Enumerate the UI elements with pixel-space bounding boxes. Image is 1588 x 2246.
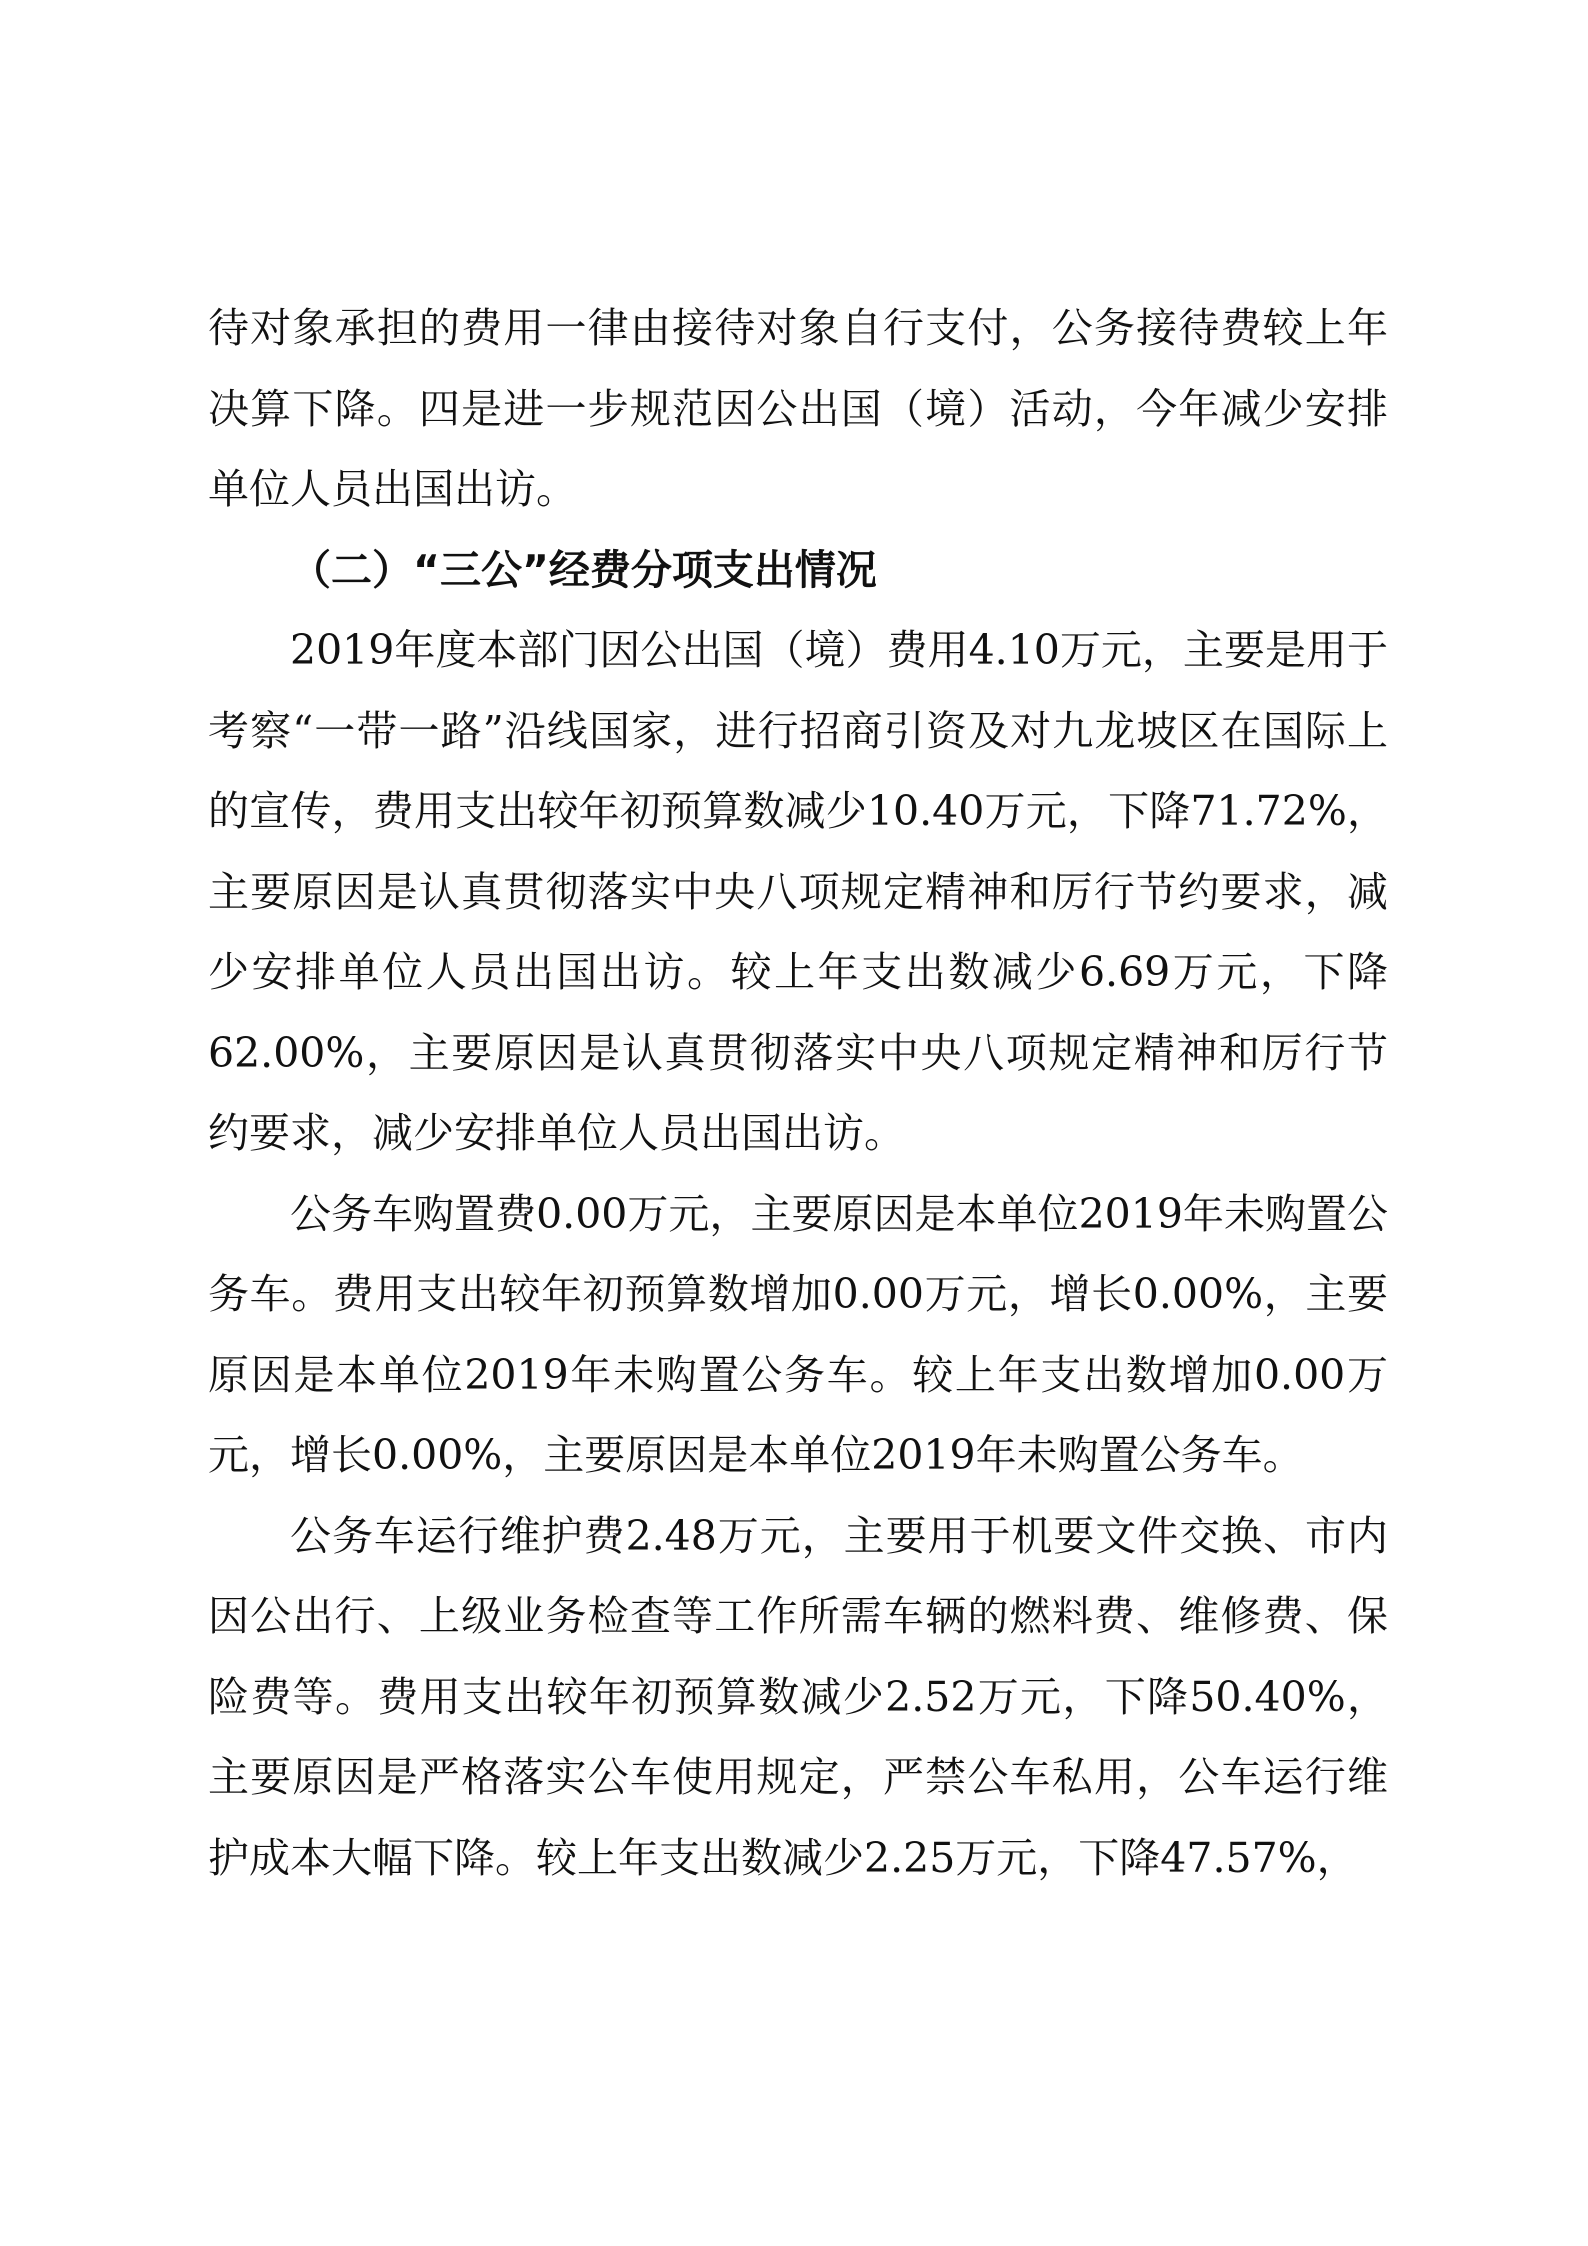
paragraph-vehicle-purchase: 公务车购置费0.00万元，主要原因是本单位2019年未购置公务车。费用支出较年初预算数增加0.00万元，增长0.00%，主要原因是本单位2019年未购置公务车。较上年支出数增加0.00万元，增长0.00%，主要原因是本单位2019年未购置公务车。	[208, 1189, 1388, 1479]
paragraph-overseas-travel: 2019年度本部门因公出国（境）费用4.10万元，主要是用于考察“一带一路”沿线国家，进行招商引资及对九龙坡区在国际上的宣传，费用支出较年初预算数减少10.40万元，下降71.72%，主要原因是认真贯彻落实中央八项规定精神和厉行节约要求，减少安排单位人员出国出访。较上年支出数减少6.69万元，下降62.00%，主要原因是认真贯彻落实中央八项规定精神和厉行节约要求，减少安排单位人员出国出访。	[208, 626, 1388, 1157]
paragraph-continuation: 待对象承担的费用一律由接待对象自行支付，公务接待费较上年决算下降。四是进一步规范因公出国（境）活动，今年减少安排单位人员出国出访。	[208, 304, 1388, 513]
document-body	[208, 288, 1388, 1898]
paragraph-vehicle-maintenance: 公务车运行维护费2.48万元，主要用于机要文件交换、市内因公出行、上级业务检查等工作所需车辆的燃料费、维修费、保险费等。费用支出较年初预算数减少2.52万元，下降50.40%，主要原因是严格落实公车使用规定，严禁公车私用，公车运行维护成本大幅下降。较上年支出数减少2.25万元，下降47.57%，	[208, 1511, 1388, 1882]
section-heading: （二）“三公”经费分项支出情况	[290, 545, 877, 594]
